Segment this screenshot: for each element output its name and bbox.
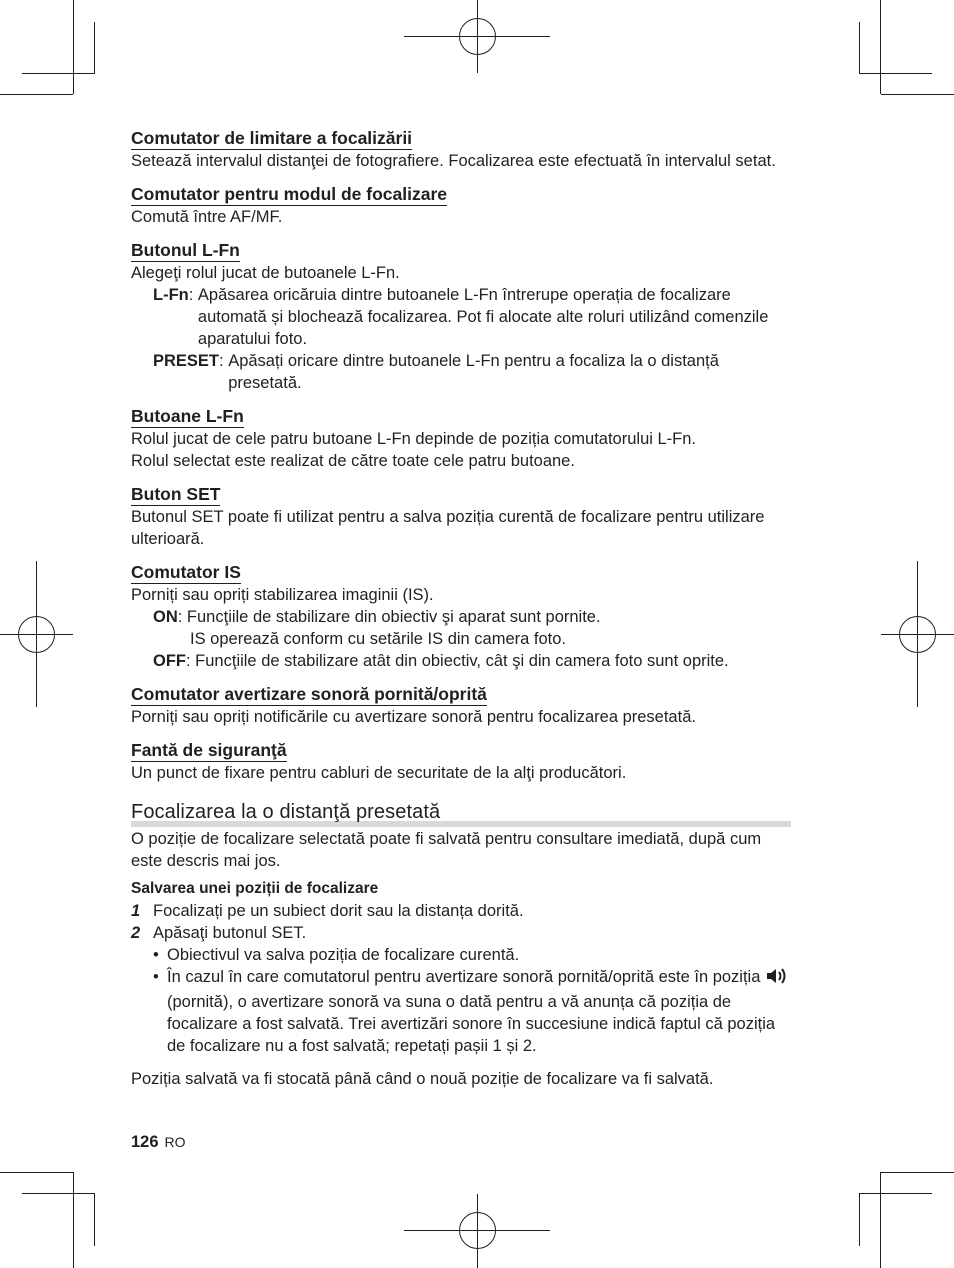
section-title: Fantă de siguranţă	[131, 740, 287, 760]
section-focus-limit-switch	[131, 127, 791, 172]
preset-intro: O poziție de focalizare selectată poate fi salvată pentru consultare imediată, după cum este descris mai jos.	[131, 830, 762, 870]
section-text: Porniți sau opriți notificările cu avertizare sonoră pentru focalizarea presetată.	[131, 708, 696, 726]
speaker-icon	[765, 967, 787, 991]
definition-continuation: IS operează conform cu setările IS din camera foto.	[190, 630, 567, 648]
section-line: Rolul jucat de cele patru butoane L-Fn depinde de poziția comutatorului L-Fn.	[131, 430, 697, 448]
page-content	[131, 127, 791, 1090]
section-title: Butoane L-Fn	[131, 406, 244, 426]
language-code: RO	[164, 1134, 186, 1150]
step-number: 1	[131, 902, 141, 920]
bullet-item	[131, 966, 791, 1057]
definition-text: Funcţiile de stabilizare din obiectiv şi aparat sunt pornite.	[186, 608, 601, 626]
section-text: Setează intervalul distanţei de fotografiere. Focalizarea este efectuată în intervalul setat.	[131, 152, 776, 170]
bullet-icon: •	[153, 968, 159, 986]
step-item	[131, 900, 791, 922]
bullet-text	[167, 966, 791, 1057]
section-lfn-button	[131, 239, 791, 394]
section-text: Butonul SET poate fi utilizat pentru a salva poziția curentă de focalizare pentru utilizare ulterioară.	[131, 508, 765, 548]
section-title: Buton SET	[131, 484, 221, 504]
bullet-item	[131, 944, 791, 966]
preset-subheading: Salvarea unei poziții de focalizare	[131, 880, 379, 897]
definition-term: ON	[153, 608, 178, 626]
section-title: Comutator avertizare sonoră pornită/oprită	[131, 684, 487, 704]
definition-term: OFF	[153, 652, 186, 670]
section-focus-mode-switch	[131, 183, 791, 228]
section-is-switch	[131, 561, 791, 672]
page-number: 126	[131, 1133, 159, 1151]
definition-lfn: L-Fn : Apăsarea oricăruia dintre butoanele L-Fn întrerupe operația de focalizare automată și blochează focalizarea. Pot fi alocate alte roluri utilizând comenzile aparatului foto.	[131, 284, 791, 350]
definition-term: L-Fn	[153, 286, 189, 304]
definition-preset: PRESET : Apăsați oricare dintre butoanele L-Fn pentru a focaliza la o distanță presetată.	[131, 350, 791, 394]
section-title: Comutator pentru modul de focalizare	[131, 184, 447, 204]
bullet-text: Obiectivul va salva poziția de focalizare curentă.	[167, 946, 520, 964]
page-footer	[131, 1133, 186, 1152]
bullet-text-part: (pornită), o avertizare sonoră va suna o dată pentru a vă anunța că poziția de focalizare a fost salvată. Trei avertizări sonore în succesiune indică faptul că poziția de focalizare nu a fost salvată; repetați pașii 1 și 2.	[167, 993, 776, 1055]
preset-heading	[131, 798, 791, 828]
section-set-button	[131, 483, 791, 550]
section-title: Butonul L-Fn	[131, 240, 240, 260]
preset-closing: Poziția salvată va fi stocată până când o nouă poziție de focalizare va fi salvată.	[131, 1070, 714, 1088]
step-text: Focalizați pe un subiect dorit sau la distanța dorită.	[153, 902, 524, 920]
preset-title: Focalizarea la o distanţă presetată	[131, 801, 441, 823]
section-title: Comutator de limitare a focalizării	[131, 128, 413, 148]
step-number: 2	[131, 924, 141, 942]
section-sound-switch	[131, 683, 791, 728]
section-text: Porniți sau opriți stabilizarea imaginii (IS).	[131, 586, 434, 604]
section-line: Rolul selectat este realizat de către toate cele patru butoane.	[131, 452, 575, 470]
definition-text: Apăsați oricare dintre butoanele L-Fn pentru a focaliza la o distanță presetată.	[228, 352, 719, 392]
bullet-icon: •	[153, 946, 159, 964]
section-text: Un punct de fixare pentru cabluri de securitate de la alţi producători.	[131, 764, 627, 782]
section-title: Comutator IS	[131, 562, 241, 582]
definition-text: Apăsarea oricăruia dintre butoanele L-Fn întrerupe operația de focalizare automată și blochează focalizarea. Pot fi alocate alte roluri utilizând comenzile aparatului foto.	[197, 286, 769, 348]
definition-term: PRESET	[153, 352, 220, 370]
section-security-slot	[131, 739, 791, 784]
section-text: Comută între AF/MF.	[131, 208, 283, 226]
definition-text: Funcţiile de stabilizare atât din obiectiv, cât şi din camera foto sunt oprite.	[195, 652, 729, 670]
definition-off: OFF : Funcţiile de stabilizare atât din obiectiv, cât şi din camera foto sunt oprite.	[131, 650, 791, 672]
definition-on: ON : Funcţiile de stabilizare din obiectiv şi aparat sunt pornite.	[131, 606, 791, 628]
section-text: Alegeţi rolul jucat de butoanele L-Fn.	[131, 264, 400, 282]
step-item	[131, 922, 791, 944]
section-lfn-buttons	[131, 405, 791, 472]
bullet-text-part: În cazul în care comutatorul pentru avertizare sonoră pornită/oprită este în poziția	[167, 968, 761, 986]
step-text: Apăsaţi butonul SET.	[153, 924, 307, 942]
